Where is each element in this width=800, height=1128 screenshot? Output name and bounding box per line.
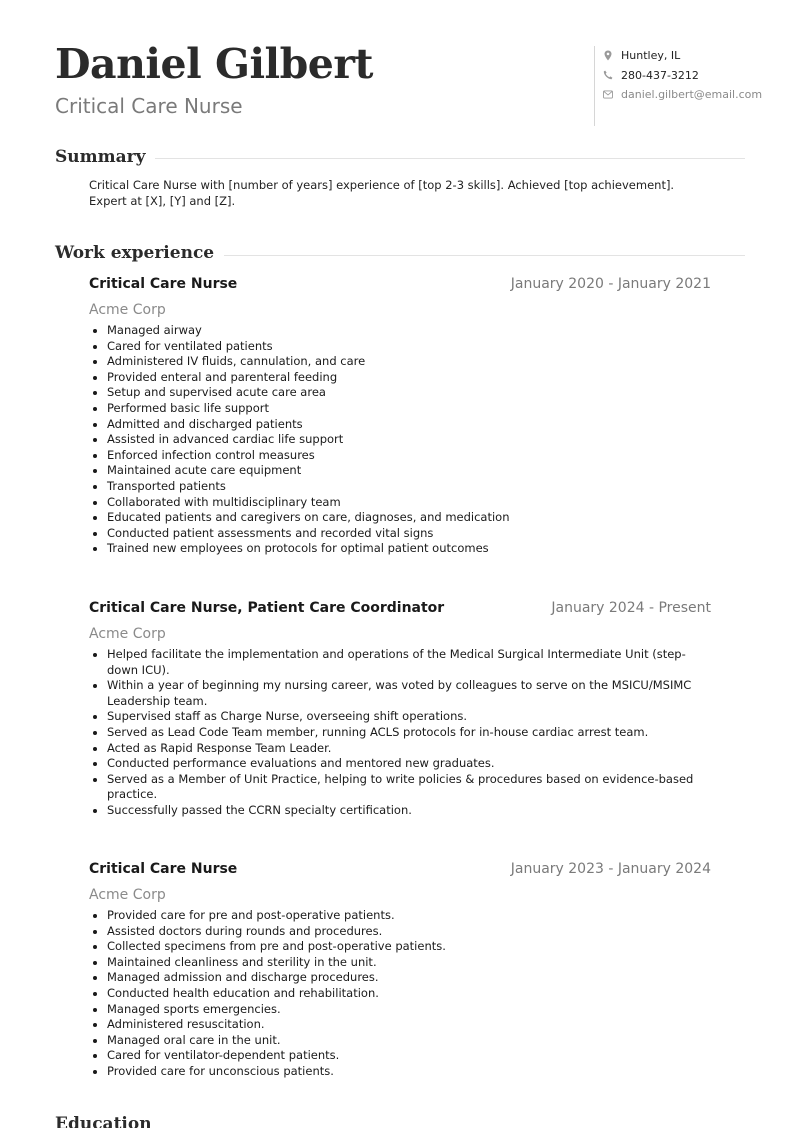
contact-phone [603, 66, 783, 86]
bullet-item: • Cared for ventilated patients [107, 339, 711, 355]
map-pin-icon [603, 50, 613, 62]
work-divider [200, 255, 745, 256]
job-title: Critical Care Nurse [89, 861, 238, 877]
bullet-item: • Acted as Rapid Response Team Leader. [107, 741, 711, 757]
bullet-item: • Managed airway [107, 323, 711, 339]
job-title: Critical Care Nurse [89, 276, 238, 292]
candidate-name: Daniel Gilbert [55, 40, 373, 88]
bullet-item: • Conducted health education and rehabilitation. [107, 986, 711, 1002]
contact-info [594, 46, 783, 126]
bullet-item: • Administered resuscitation. [107, 1017, 711, 1033]
bullet-item: • Assisted doctors during rounds and procedures. [107, 924, 711, 940]
bullet-item: • Provided care for unconscious patients. [107, 1064, 711, 1080]
email-link[interactable]: daniel.gilbert@email.com [621, 88, 763, 102]
job-company: Acme Corp [89, 302, 166, 318]
job-dates: January 2024 - Present [551, 600, 711, 616]
job-company: Acme Corp [89, 887, 166, 903]
bullet-item: • Cared for ventilator-dependent patients. [107, 1048, 711, 1064]
summary-divider [140, 158, 745, 159]
job-entry [89, 600, 711, 819]
phone-icon [603, 69, 613, 81]
phone-text: 280-437-3212 [621, 68, 699, 82]
job-bullets [89, 323, 711, 557]
candidate-role: Critical Care Nurse [55, 94, 243, 118]
bullet-item: • Maintained acute care equipment [107, 463, 711, 479]
bullet-item: • Assisted in advanced cardiac life support [107, 432, 711, 448]
bullet-item: • Within a year of beginning my nursing career, was voted by colleagues to serve on the MSICU/MSIMC Leadership team. [107, 678, 711, 709]
bullet-item: • Provided care for pre and post-operative patients. [107, 908, 711, 924]
contact-email[interactable] [603, 85, 783, 105]
bullet-item: • Managed admission and discharge procedures. [107, 970, 711, 986]
education-heading: Education [55, 1114, 162, 1128]
job-bullets [89, 647, 711, 819]
job-entry [89, 861, 711, 1080]
summary-heading: Summary [55, 147, 155, 167]
bullet-item: • Setup and supervised acute care area [107, 385, 711, 401]
bullet-item: • Performed basic life support [107, 401, 711, 417]
bullet-item: • Supervised staff as Charge Nurse, overseeing shift operations. [107, 709, 711, 725]
bullet-item: • Maintained cleanliness and sterility in the unit. [107, 955, 711, 971]
job-dates: January 2023 - January 2024 [510, 861, 711, 877]
contact-location [603, 46, 783, 66]
bullet-item: • Collaborated with multidisciplinary team [107, 495, 711, 511]
job-company: Acme Corp [89, 626, 166, 642]
bullet-item: • Admitted and discharged patients [107, 417, 711, 433]
envelope-icon [603, 89, 613, 101]
bullet-item: • Helped facilitate the implementation and operations of the Medical Surgical Intermediate Unit (step-down ICU). [107, 647, 711, 678]
bullet-item: • Served as Lead Code Team member, running ACLS protocols for in-house cardiac arrest team. [107, 725, 711, 741]
bullet-item: • Served as a Member of Unit Practice, helping to write policies & procedures based on evidence-based practice. [107, 772, 711, 803]
bullet-item: • Successfully passed the CCRN specialty certification. [107, 803, 711, 819]
bullet-item: • Managed sports emergencies. [107, 1002, 711, 1018]
bullet-item: • Enforced infection control measures [107, 448, 711, 464]
location-text: Huntley, IL [621, 49, 681, 63]
bullet-item: • Managed oral care in the unit. [107, 1033, 711, 1049]
bullet-item: • Administered IV fluids, cannulation, and care [107, 354, 711, 370]
bullet-item: • Transported patients [107, 479, 711, 495]
bullet-item: • Educated patients and caregivers on care, diagnoses, and medication [107, 510, 711, 526]
job-dates: January 2020 - January 2021 [510, 276, 711, 292]
bullet-item: • Conducted patient assessments and recorded vital signs [107, 526, 711, 542]
job-bullets [89, 908, 711, 1080]
summary-text: Critical Care Nurse with [number of years] experience of [top 2-3 skills]. Achieved [top achievement]. Expert at [X], [Y] and [Z]. [89, 178, 675, 208]
bullet-item: • Conducted performance evaluations and mentored new graduates. [107, 756, 711, 772]
bullet-item: • Trained new employees on protocols for optimal patient outcomes [107, 541, 711, 557]
bullet-item: • Provided enteral and parenteral feeding [107, 370, 711, 386]
bullet-item: • Collected specimens from pre and post-operative patients. [107, 939, 711, 955]
work-heading: Work experience [55, 243, 224, 263]
job-entry [89, 276, 711, 557]
job-title: Critical Care Nurse, Patient Care Coordinator [89, 600, 445, 616]
